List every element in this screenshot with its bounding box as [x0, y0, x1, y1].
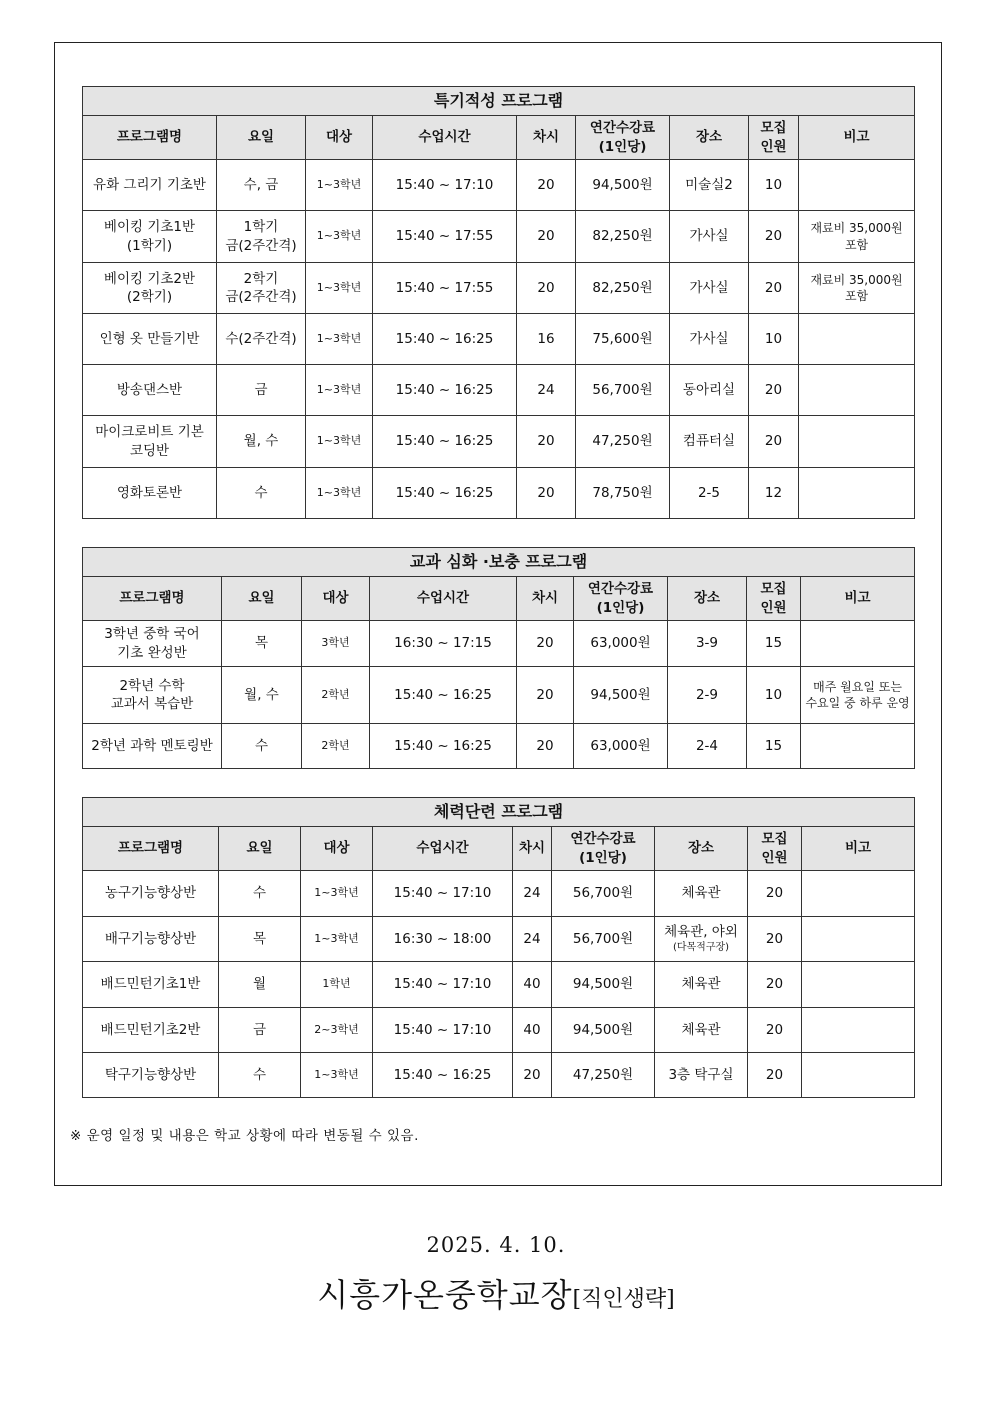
table-row — [83, 416, 915, 468]
column-header: 비고 — [801, 577, 915, 621]
table-cell: 1~3학년 — [301, 1053, 373, 1098]
column-header: 프로그램명 — [83, 827, 219, 871]
column-header: 연간수강료 (1인당) — [574, 577, 668, 621]
table-cell: 20 — [517, 468, 576, 519]
table-cell: 15:40 ~ 17:10 — [373, 1008, 513, 1053]
table-cell: 체육관 — [655, 962, 748, 1008]
table-cell: 75,600원 — [576, 314, 670, 365]
table-cell: 24 — [517, 365, 576, 416]
table-cell: 1~3학년 — [306, 263, 373, 314]
table-cell: 영화토론반 — [83, 468, 217, 519]
table-cell: 24 — [513, 871, 552, 917]
table-row — [83, 621, 915, 667]
table-cell: 2-4 — [668, 724, 747, 769]
table-title: 교과 심화 ·보충 프로그램 — [83, 548, 915, 577]
table-cell: 동아리실 — [670, 365, 749, 416]
table-row — [83, 263, 915, 314]
column-header: 대상 — [302, 577, 370, 621]
table-cell: 15:40 ~ 16:25 — [373, 365, 517, 416]
column-header: 대상 — [306, 116, 373, 160]
table-title: 특기적성 프로그램 — [83, 87, 915, 116]
table-cell: 체육관 — [655, 871, 748, 917]
table-cell: 15:40 ~ 16:25 — [373, 468, 517, 519]
table-cell — [802, 962, 915, 1008]
table-cell: 금 — [217, 365, 306, 416]
table-cell: 20 — [749, 263, 799, 314]
table-cell: 82,250원 — [576, 211, 670, 263]
principal-signature — [0, 1270, 992, 1316]
table-row — [83, 962, 915, 1008]
principal-name: 시흥가온중학교장 — [317, 1276, 573, 1314]
table-cell: 40 — [513, 1008, 552, 1053]
table-cell: 1~3학년 — [306, 314, 373, 365]
table-cell — [799, 416, 915, 468]
table-cell: 2-9 — [668, 667, 747, 724]
table-cell: 15:40 ~ 16:25 — [370, 724, 517, 769]
table-cell: 농구기능향상반 — [83, 871, 219, 917]
table-cell: 40 — [513, 962, 552, 1008]
table-cell: 마이크로비트 기본 코딩반 — [83, 416, 217, 468]
table-cell: 15:40 ~ 17:10 — [373, 962, 513, 1008]
table-cell: 56,700원 — [576, 365, 670, 416]
table-row — [83, 1053, 915, 1098]
table-cell — [799, 314, 915, 365]
column-header: 수업시간 — [370, 577, 517, 621]
footnote: ※ 운영 일정 및 내용은 학교 상황에 따라 변동될 수 있음. — [70, 1128, 419, 1144]
table-cell: 82,250원 — [576, 263, 670, 314]
table-cell — [802, 1053, 915, 1098]
column-header: 비고 — [802, 827, 915, 871]
table-special-aptitude — [82, 86, 915, 519]
table-cell: 15:40 ~ 16:25 — [373, 1053, 513, 1098]
table-cell — [799, 365, 915, 416]
table-cell: 20 — [517, 160, 576, 211]
table-cell: 목 — [219, 917, 301, 962]
table-cell: 94,500원 — [576, 160, 670, 211]
table-cell: 가사실 — [670, 263, 749, 314]
header-row — [83, 577, 915, 621]
table-cell: 15:40 ~ 17:55 — [373, 263, 517, 314]
table-cell: 16:30 ~ 18:00 — [373, 917, 513, 962]
table-cell: 20 — [748, 917, 802, 962]
table-cell: 47,250원 — [552, 1053, 655, 1098]
table-cell: 미술실2 — [670, 160, 749, 211]
table-cell: 2학년 — [302, 667, 370, 724]
place-subnote: (다목적구장) — [672, 942, 730, 954]
table-cell: 베이킹 기초2반 (2학기) — [83, 263, 217, 314]
table-cell: 방송댄스반 — [83, 365, 217, 416]
table-cell: 수 — [219, 871, 301, 917]
table-cell: 3층 탁구실 — [655, 1053, 748, 1098]
table-row — [83, 468, 915, 519]
table-cell: 94,500원 — [552, 1008, 655, 1053]
header-row — [83, 116, 915, 160]
table-cell: 10 — [747, 667, 801, 724]
table-cell: 16:30 ~ 17:15 — [370, 621, 517, 667]
column-header: 프로그램명 — [83, 577, 222, 621]
table-cell: 15:40 ~ 16:25 — [373, 314, 517, 365]
table-row — [83, 871, 915, 917]
table-cell: 수, 금 — [217, 160, 306, 211]
column-header: 연간수강료 (1인당) — [552, 827, 655, 871]
table-cell: 20 — [749, 365, 799, 416]
table-cell: 1~3학년 — [306, 365, 373, 416]
table-cell: 1~3학년 — [301, 871, 373, 917]
table-cell: 체육관, 야외 (다목적구장) — [655, 917, 748, 962]
column-header: 연간수강료 (1인당) — [576, 116, 670, 160]
table-cell: 16 — [517, 314, 576, 365]
table-cell: 가사실 — [670, 211, 749, 263]
table-cell: 2~3학년 — [301, 1008, 373, 1053]
table-cell: 2학년 — [302, 724, 370, 769]
table-cell: 탁구기능향상반 — [83, 1053, 219, 1098]
table-cell: 47,250원 — [576, 416, 670, 468]
column-header: 모집 인원 — [747, 577, 801, 621]
table-cell: 1~3학년 — [301, 917, 373, 962]
table-cell: 20 — [517, 724, 574, 769]
column-header: 장소 — [670, 116, 749, 160]
table-cell: 체육관 — [655, 1008, 748, 1053]
table-cell: 배드민턴기초1반 — [83, 962, 219, 1008]
table-cell: 20 — [748, 962, 802, 1008]
table-row — [83, 314, 915, 365]
seal-omitted: [직인생략] — [572, 1287, 675, 1312]
table-cell: 15:40 ~ 17:10 — [373, 871, 513, 917]
table-cell: 금 — [219, 1008, 301, 1053]
table-cell: 수(2주간격) — [217, 314, 306, 365]
column-header: 수업시간 — [373, 116, 517, 160]
column-header: 장소 — [668, 577, 747, 621]
table-row — [83, 917, 915, 962]
table-cell: 목 — [222, 621, 302, 667]
table-subject-enrichment — [82, 547, 915, 769]
table-cell: 15 — [747, 724, 801, 769]
table-cell: 15:40 ~ 17:55 — [373, 211, 517, 263]
table-cell — [802, 917, 915, 962]
column-header: 요일 — [219, 827, 301, 871]
table-cell — [801, 724, 915, 769]
column-header: 비고 — [799, 116, 915, 160]
table-cell: 3학년 중학 국어 기초 완성반 — [83, 621, 222, 667]
table-cell: 63,000원 — [574, 621, 668, 667]
table-cell: 15:40 ~ 16:25 — [373, 416, 517, 468]
table-cell: 10 — [749, 160, 799, 211]
table-cell: 배드민턴기초2반 — [83, 1008, 219, 1053]
table-cell: 78,750원 — [576, 468, 670, 519]
table-cell: 월, 수 — [222, 667, 302, 724]
column-header: 모집 인원 — [748, 827, 802, 871]
table-cell: 2-5 — [670, 468, 749, 519]
column-header: 장소 — [655, 827, 748, 871]
table-cell: 20 — [517, 621, 574, 667]
table-cell: 1학년 — [301, 962, 373, 1008]
table-cell — [799, 468, 915, 519]
table-cell: 가사실 — [670, 314, 749, 365]
table-cell: 매주 월요일 또는 수요일 중 하루 운영 — [801, 667, 915, 724]
table-cell: 컴퓨터실 — [670, 416, 749, 468]
table-cell: 20 — [517, 667, 574, 724]
table-cell: 15:40 ~ 17:10 — [373, 160, 517, 211]
table-cell: 15:40 ~ 16:25 — [370, 667, 517, 724]
table-cell: 20 — [748, 871, 802, 917]
table-cell: 24 — [513, 917, 552, 962]
table-cell: 56,700원 — [552, 871, 655, 917]
table-cell: 20 — [513, 1053, 552, 1098]
column-header: 차시 — [517, 577, 574, 621]
column-header: 프로그램명 — [83, 116, 217, 160]
table-cell: 1~3학년 — [306, 211, 373, 263]
table-cell: 56,700원 — [552, 917, 655, 962]
header-row — [83, 827, 915, 871]
table-cell: 재료비 35,000원 포함 — [799, 211, 915, 263]
table-cell: 베이킹 기초1반 (1학기) — [83, 211, 217, 263]
table-cell: 3-9 — [668, 621, 747, 667]
table-cell: 배구기능향상반 — [83, 917, 219, 962]
table-cell: 수 — [219, 1053, 301, 1098]
issue-date: 2025. 4. 10. — [426, 1233, 566, 1257]
table-row — [83, 365, 915, 416]
table-cell: 수 — [217, 468, 306, 519]
table-row — [83, 211, 915, 263]
table-cell: 12 — [749, 468, 799, 519]
table-row — [83, 1008, 915, 1053]
column-header: 요일 — [217, 116, 306, 160]
table-row — [83, 160, 915, 211]
column-header: 요일 — [222, 577, 302, 621]
table-cell: 63,000원 — [574, 724, 668, 769]
table-cell — [802, 871, 915, 917]
table-cell: 1~3학년 — [306, 160, 373, 211]
table-cell: 인형 옷 만들기반 — [83, 314, 217, 365]
table-cell: 20 — [517, 211, 576, 263]
table-cell: 20 — [517, 263, 576, 314]
table-cell: 20 — [748, 1053, 802, 1098]
table-cell: 2학년 수학 교과서 복습반 — [83, 667, 222, 724]
table-row — [83, 724, 915, 769]
table-physical-fitness — [82, 797, 915, 1098]
table-title: 체력단련 프로그램 — [83, 798, 915, 827]
table-cell: 3학년 — [302, 621, 370, 667]
table-cell: 재료비 35,000원 포함 — [799, 263, 915, 314]
table-cell — [802, 1008, 915, 1053]
table-cell: 1~3학년 — [306, 416, 373, 468]
table-cell: 94,500원 — [574, 667, 668, 724]
column-header: 차시 — [517, 116, 576, 160]
table-cell: 월 — [219, 962, 301, 1008]
table-cell: 15 — [747, 621, 801, 667]
table-cell: 1학기 금(2주간격) — [217, 211, 306, 263]
table-cell: 20 — [517, 416, 576, 468]
table-cell: 1~3학년 — [306, 468, 373, 519]
table-cell: 2학기 금(2주간격) — [217, 263, 306, 314]
table-cell: 20 — [748, 1008, 802, 1053]
column-header: 차시 — [513, 827, 552, 871]
column-header: 대상 — [301, 827, 373, 871]
table-cell: 2학년 과학 멘토링반 — [83, 724, 222, 769]
table-cell: 10 — [749, 314, 799, 365]
column-header: 수업시간 — [373, 827, 513, 871]
table-cell: 월, 수 — [217, 416, 306, 468]
table-cell: 94,500원 — [552, 962, 655, 1008]
table-cell: 수 — [222, 724, 302, 769]
table-cell — [799, 160, 915, 211]
table-row — [83, 667, 915, 724]
table-cell: 유화 그리기 기초반 — [83, 160, 217, 211]
table-cell: 20 — [749, 416, 799, 468]
table-cell — [801, 621, 915, 667]
table-cell: 20 — [749, 211, 799, 263]
column-header: 모집 인원 — [749, 116, 799, 160]
